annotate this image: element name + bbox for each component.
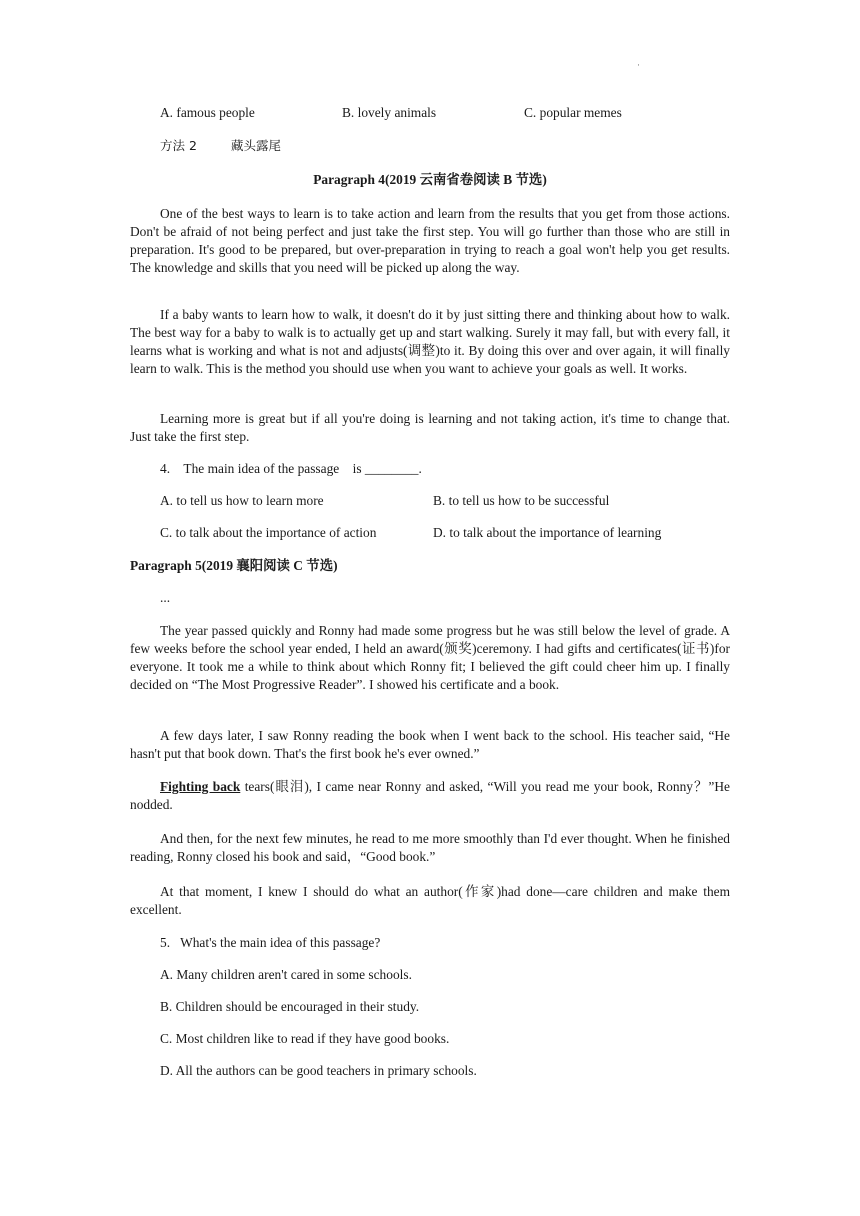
- paragraph5-ellipsis: ...: [160, 590, 171, 605]
- paragraph5-text-3: [130, 778, 730, 814]
- method-name: 藏头露尾: [231, 138, 282, 153]
- underlined-phrase: Fighting back: [160, 779, 241, 794]
- q4-option-a: A. to tell us how to learn more: [160, 493, 324, 508]
- option-b: B. lovely animals: [342, 105, 437, 120]
- paragraph4-heading: Paragraph 4(2019 云南省卷阅读 B 节选): [313, 172, 547, 187]
- q4-option-d: D. to talk about the importance of learning: [433, 525, 662, 540]
- question-4: 4. The main idea of the passage is ________.: [160, 461, 422, 476]
- paragraph5-text-4: And then, for the next few minutes, he read to me more smoothly than I'd ever thought. When he finished reading, Ronny closed his book and said，“Good book.”: [130, 831, 730, 864]
- option-c: C. popular memes: [524, 105, 622, 120]
- question-5: 5. What's the main idea of this passage?: [160, 935, 381, 950]
- header-mark: ·: [637, 60, 640, 70]
- q4-option-c: C. to talk about the importance of action: [160, 525, 377, 540]
- q4-option-b: B. to tell us how to be successful: [433, 493, 610, 508]
- method-label: 方法 2: [160, 138, 197, 153]
- paragraph4-text-1: One of the best ways to learn is to take action and learn from the results that you get from those actions. Don't be afraid of not being perfect and just take the first step. You will go further than those who are still in preparation. It's good to be prepared, but over-preparation in trying to reach a goal won't help you get results. The knowledge and skills that you need will be picked up along the way.: [130, 206, 730, 275]
- paragraph4-text-3: Learning more is great but if all you're doing is learning and not taking action, it's time to change that. Just take the first step.: [130, 411, 730, 444]
- paragraph4-text-2: If a baby wants to learn how to walk, it doesn't do it by just sitting there and thinking about how to walk. The best way for a baby to walk is to actually get up and start walking. Surely it may fall, but with every fall, it learns what is working and what is not and adjusts(调整)to it. By doing this over and over again, it will finally learn to walk. This is the method you should use when you want to achieve your goals as well. It works.: [130, 307, 730, 376]
- option-a: A. famous people: [160, 105, 255, 120]
- paragraph5-text-3-rest: tears(眼泪), I came near Ronny and asked, “Will you read me your book, Ronny？”He nodded.: [130, 779, 730, 812]
- paragraph5-text-2: A few days later, I saw Ronny reading the book when I went back to the school. His teacher said, “He hasn't put that book down. That's the first book he's ever owned.”: [130, 728, 730, 761]
- q5-option-d: D. All the authors can be good teachers in primary schools.: [160, 1063, 477, 1078]
- paragraph5-text-1: The year passed quickly and Ronny had made some progress but he was still below the level of grade. A few weeks before the school year ended, I held an award(颁奖)ceremony. I had gifts and certificates(证书)for everyone. It took me a while to think about which Ronny fit; I believed the gift could cheer him up. I finally decided on “The Most Progressive Reader”. I showed his certificate and a book.: [130, 623, 730, 692]
- q5-option-b: B. Children should be encouraged in their study.: [160, 999, 420, 1014]
- paragraph5-text-5: At that moment, I knew I should do what an author(作家)had done—care children and make them excellent.: [130, 884, 730, 917]
- paragraph5-heading: Paragraph 5(2019 襄阳阅读 C 节选): [130, 558, 338, 573]
- q5-option-c: C. Most children like to read if they have good books.: [160, 1031, 450, 1046]
- q5-option-a: A. Many children aren't cared in some schools.: [160, 967, 412, 982]
